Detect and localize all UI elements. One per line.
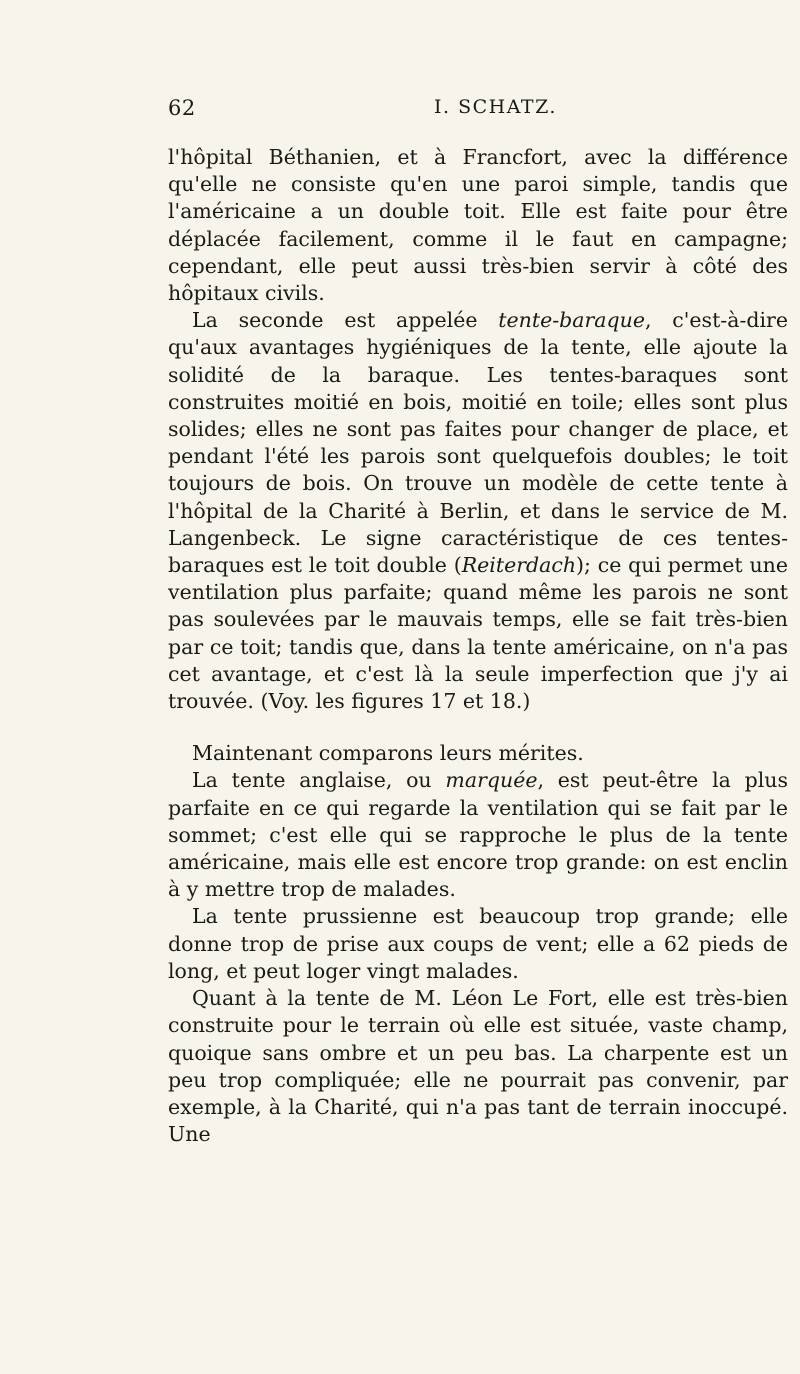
paragraph-4-part-2: , est peut-être la plus parfaite en ce qui regarde la ventilation qui se fait par le sommet; c'est elle qui se rapproche le plus de la tente américaine, mais elle est encore trop grande: on est enclin à y mettre trop de malades. (168, 768, 788, 902)
paragraph-2-part-2: , c'est-à-dire qu'aux avantages hygiéniques de la tente, elle ajoute la solidité de la baraque. Les tentes-baraques sont construites moitié en bois, moitié en toile; elles sont plus solides; elles ne sont pas faites pour changer de place, et pendant l'été les parois sont quelquefois doubles; le toit toujours de bois. On trouve un modèle de cette tente à l'hôpital de la Charité à Berlin, et dans le service de M. Langenbeck. Le signe caractéristique de ces tentes-baraques est le toit double ( (168, 308, 788, 578)
paragraph-1: l'hôpital Béthanien, et à Francfort, avec la différence qu'elle ne consiste qu'en une paroi simple, tandis que l'américaine a un double toit. Elle est faite pour être déplacée facilement, comme il le faut en campagne; cependant, elle peut aussi très-bien servir à côté des hôpitaux civils. (168, 145, 788, 306)
paragraph-4-part-1: La tente anglaise, ou (192, 768, 446, 793)
term-reiterdach: Reiterdach (461, 553, 577, 578)
paragraph-3: Maintenant comparons leurs mérites. (192, 741, 584, 766)
paragraph-2 (168, 307, 788, 715)
running-head-title: I. SCHATZ. (434, 96, 557, 118)
term-marquee: marquée (445, 768, 538, 793)
term-tente-baraque: tente-baraque (498, 308, 645, 333)
paragraph-4 (168, 767, 788, 903)
body-text (168, 144, 788, 1148)
paragraph-5: La tente prussienne est beaucoup trop grande; elle donne trop de prise aux coups de vent; elle a 62 pieds de long, et peut loger vingt malades. (168, 904, 788, 983)
paragraph-6: Quant à la tente de M. Léon Le Fort, elle est très-bien construite pour le terrain où elle est située, vaste champ, quoique sans ombre et un peu bas. La charpente est un peu trop compliquée; elle ne pourrait pas convenir, par exemple, à la Charité, qui n'a pas tant de terrain inoccupé. Une (168, 986, 788, 1147)
paragraph-2-part-1: La seconde est appelée (192, 308, 499, 333)
paragraph-2-part-3: ); ce qui permet une ventilation plus parfaite; quand même les parois ne sont pas soulevées par le mauvais temps, elle se fait très-bien par ce toit; tandis que, dans la tente américaine, on n'a pas cet avantage, et c'est là la seule imperfection que j'y ai trouvée. (Voy. les figures 17 et 18.) (168, 553, 788, 714)
page-number: 62 (168, 96, 196, 120)
running-head (168, 96, 788, 128)
